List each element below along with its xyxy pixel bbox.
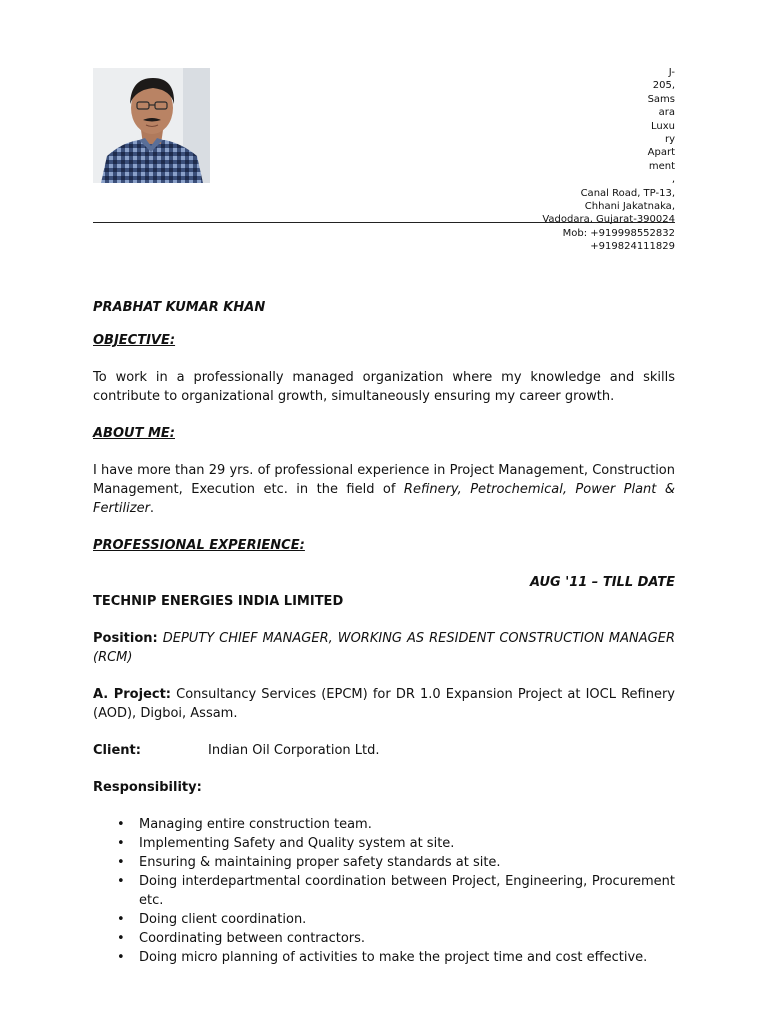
employment-period: AUG '11 – TILL DATE	[529, 575, 675, 590]
header-divider	[93, 222, 675, 223]
address-line: ry	[664, 134, 675, 146]
list-item: • Ensuring & maintaining proper safety standards at site.	[139, 853, 675, 872]
objective-heading: OBJECTIVE:	[93, 333, 176, 348]
address-line: Canal Road, TP-13,	[580, 187, 675, 199]
address-line: J-	[668, 67, 675, 78]
about-heading: ABOUT ME:	[93, 426, 175, 441]
experience-heading	[93, 536, 675, 555]
address-line: 205,	[652, 80, 675, 92]
list-item: • Managing entire construction team.	[139, 815, 675, 834]
address-line: ment	[648, 160, 675, 172]
responsibility-list	[93, 815, 675, 967]
project-label: A. Project:	[93, 687, 172, 702]
position-line	[93, 629, 675, 667]
experience-heading-text: PROFESSIONAL EXPERIENCE	[93, 538, 300, 553]
candidate-name: PRABHAT KUMAR KHAN	[93, 300, 266, 315]
client-name: Indian Oil Corporation Ltd.	[208, 743, 380, 758]
about-text-end: .	[149, 501, 155, 516]
address-line: Sams	[647, 93, 675, 105]
objective-text: To work in a professionally managed organization where my knowledge and skills contribute to organizational growth, simultaneously ensuring my career growth.	[93, 370, 675, 404]
mobile-number: Mob: +919998552832	[562, 227, 675, 239]
company-name: TECHNIP ENERGIES INDIA LIMITED	[93, 594, 344, 609]
address-line: ,	[671, 174, 675, 186]
project-description: Consultancy Services (EPCM) for DR 1.0 Expansion Project at IOCL Refinery (AOD), Digboi, Assam.	[93, 687, 676, 721]
address-line: Apart	[647, 147, 675, 159]
about-text	[93, 461, 675, 518]
about-text-fields: Refinery, Petrochemical, Power Plant & Fertilizer	[93, 482, 675, 516]
about-text-main: I have more than 29 yrs. of professional experience in Project Management, Construction Management, Execution etc. in the field of	[93, 463, 675, 497]
address-line: Chhani Jakatnaka,	[584, 201, 675, 213]
list-item: • Implementing Safety and Quality system at site.	[139, 834, 675, 853]
client-label: Client:	[93, 743, 141, 758]
list-item: • Doing interdepartmental coordination between Project, Engineering, Procurement etc.	[139, 872, 675, 910]
portrait-image	[93, 68, 210, 183]
experience-heading-colon: :	[299, 538, 305, 553]
address-line: Vadodara, Gujarat-390024	[542, 214, 675, 226]
profile-photo	[93, 68, 210, 183]
resume-body	[93, 298, 675, 967]
position-label: Position:	[93, 631, 158, 646]
list-item: • Doing client coordination.	[139, 910, 675, 929]
client-line	[93, 741, 675, 760]
project-line	[93, 685, 675, 723]
address-line: Luxu	[651, 120, 675, 132]
mobile-number-alt: +919824111829	[590, 241, 675, 253]
address-block	[520, 66, 675, 254]
position-title: DEPUTY CHIEF MANAGER, WORKING AS RESIDENT CONSTRUCTION MANAGER (RCM)	[93, 631, 675, 665]
list-item: • Doing micro planning of activities to make the project time and cost effective.	[139, 948, 675, 967]
responsibility-label: Responsibility:	[93, 780, 202, 795]
list-item: • Coordinating between contractors.	[139, 929, 675, 948]
address-line: ara	[658, 107, 675, 119]
